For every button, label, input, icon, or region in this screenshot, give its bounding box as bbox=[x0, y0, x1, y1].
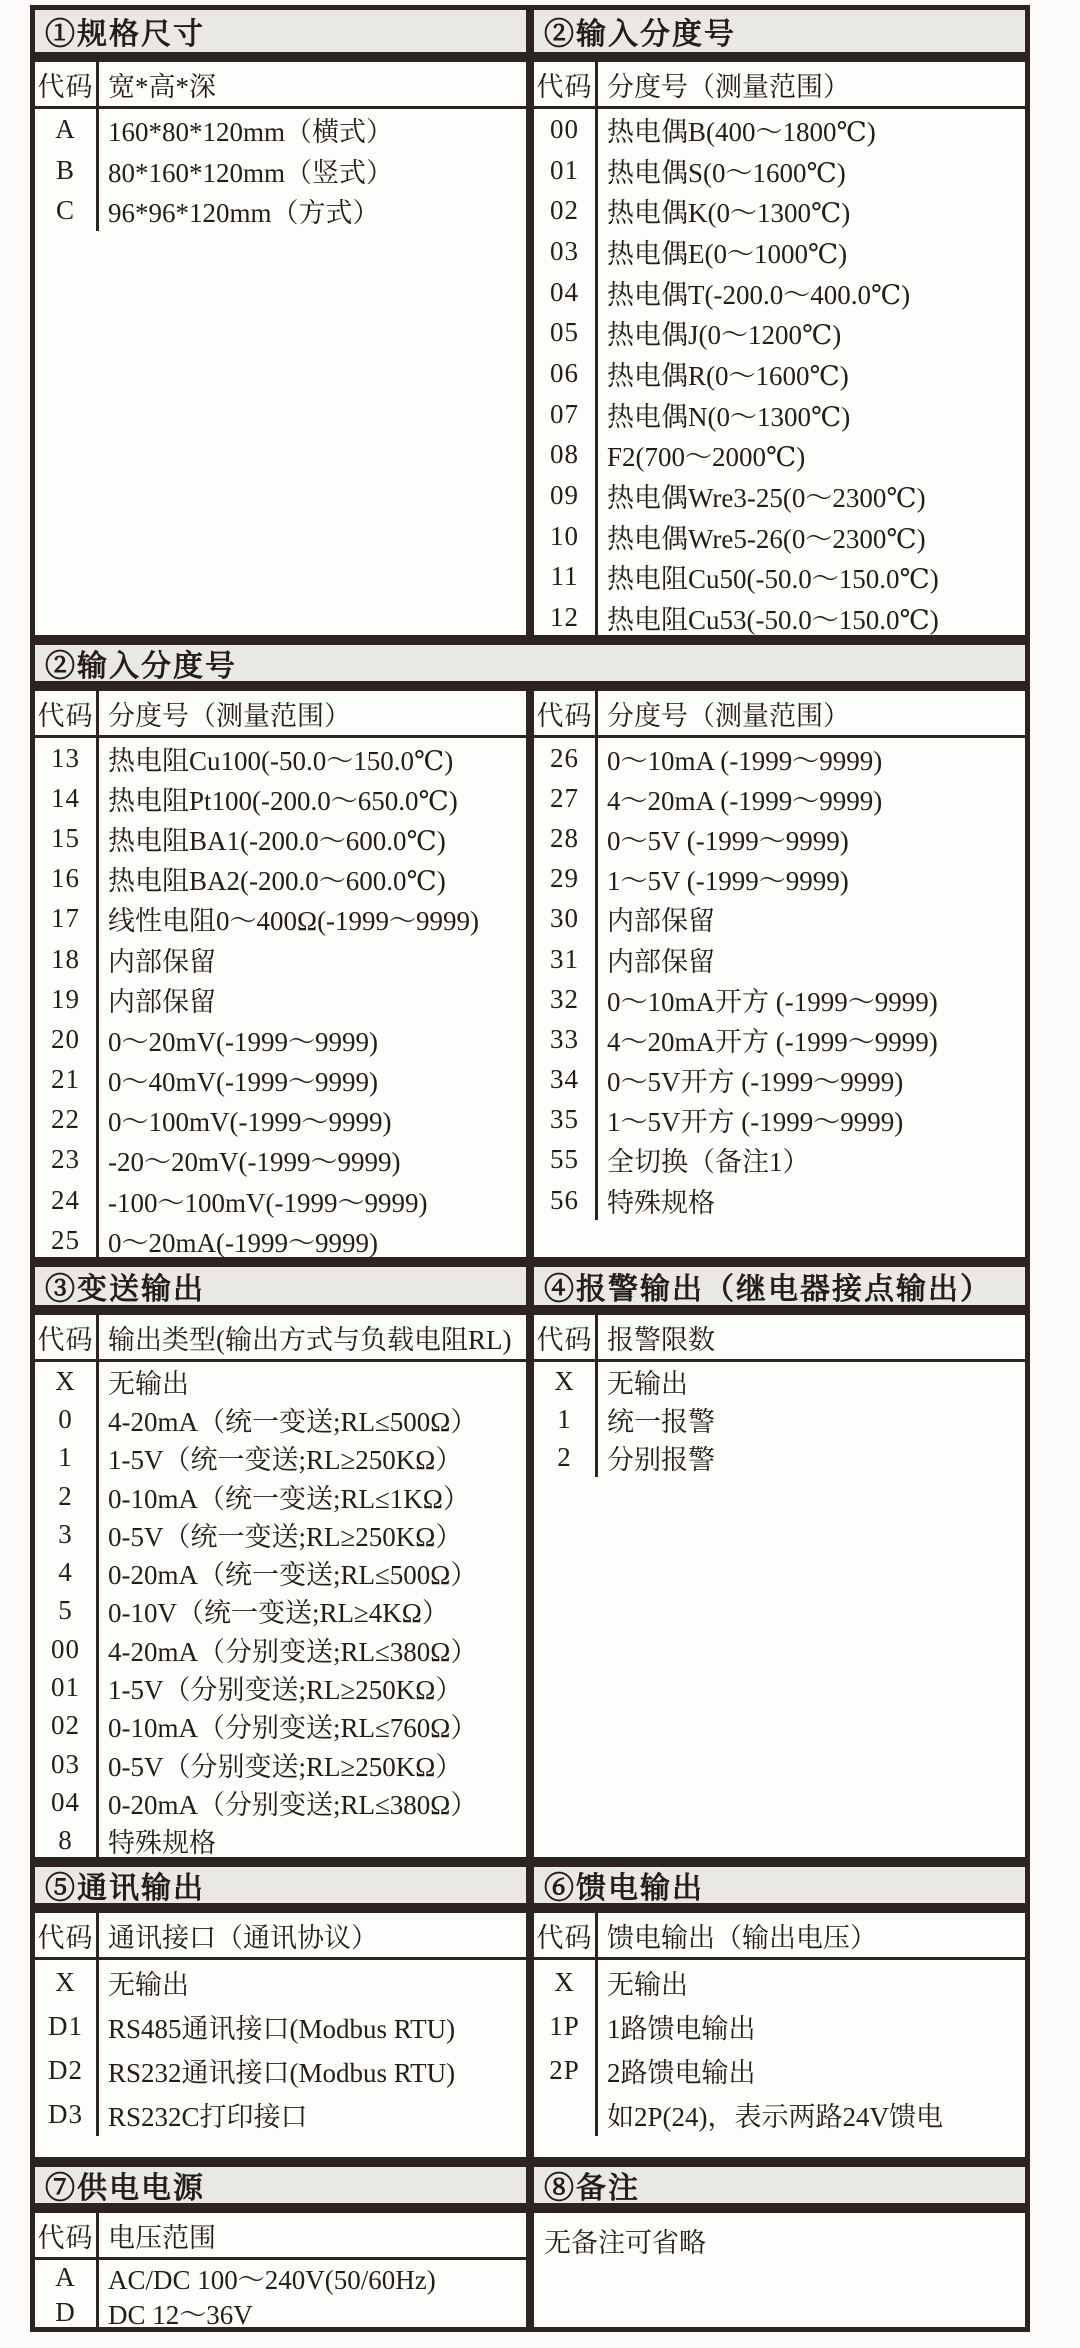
desc-cell: 线性电阻0～400Ω(-1999～9999) bbox=[108, 906, 480, 937]
desc-cell: 0-10mA（统一变送;RL≤1KΩ） bbox=[108, 1483, 470, 1514]
desc-cell: 0～5V开方 (-1999～9999) bbox=[607, 1067, 904, 1098]
code-cell: 01 bbox=[534, 150, 598, 191]
section-2-table-part1 bbox=[530, 57, 1030, 640]
desc-cell: 无输出 bbox=[108, 1969, 189, 2000]
desc-cell: 2路馈电输出 bbox=[607, 2057, 756, 2088]
code-header: 代码 bbox=[35, 1315, 99, 1359]
table-header bbox=[534, 1315, 1025, 1362]
desc-cell: 0～20mV(-1999～9999) bbox=[108, 1026, 378, 1057]
code-cell: 2P bbox=[534, 2048, 598, 2092]
desc-cell: F2(700～2000℃) bbox=[607, 442, 806, 473]
section-7-power-supply bbox=[30, 2162, 530, 2332]
code-header: 代码 bbox=[35, 691, 99, 735]
desc-cell: 统一报警 bbox=[607, 1406, 715, 1437]
desc-cell: 1～5V开方 (-1999～9999) bbox=[607, 1107, 904, 1138]
section-1-title: ①规格尺寸 bbox=[30, 5, 530, 57]
section-2b-columns bbox=[30, 686, 1030, 1262]
desc-cell: 内部保留 bbox=[108, 986, 216, 1017]
table-row bbox=[534, 2004, 1025, 2048]
table-header bbox=[534, 1913, 1025, 1960]
desc-cell: 热电阻Pt100(-200.0～650.0℃) bbox=[108, 785, 458, 816]
desc-cell: 热电阻Cu100(-50.0～150.0℃) bbox=[108, 745, 454, 776]
code-cell: 28 bbox=[534, 818, 598, 858]
desc-cell: 1～5V (-1999～9999) bbox=[607, 866, 849, 897]
table-row bbox=[534, 1140, 1025, 1180]
desc-cell: 96*96*120mm（方式） bbox=[108, 198, 380, 229]
code-cell: 02 bbox=[534, 190, 598, 231]
table-row bbox=[534, 979, 1025, 1019]
desc-cell: 热电偶K(0～1300℃) bbox=[607, 198, 851, 229]
desc-cell: 80*160*120mm（竖式） bbox=[108, 157, 394, 188]
table-row bbox=[534, 778, 1025, 818]
table-row bbox=[534, 1960, 1025, 2004]
table-header bbox=[35, 2213, 526, 2260]
desc-header: 通讯接口（通讯协议） bbox=[108, 1922, 378, 1953]
code-cell: 04 bbox=[35, 1783, 99, 1821]
table-row bbox=[534, 1400, 1025, 1438]
code-cell: 0 bbox=[35, 1400, 99, 1438]
code-cell: 4 bbox=[35, 1553, 99, 1591]
code-cell: A bbox=[35, 2260, 99, 2295]
desc-cell: 无输出 bbox=[108, 1368, 189, 1399]
section-8-remarks bbox=[530, 2162, 1030, 2332]
code-cell: 03 bbox=[35, 1745, 99, 1783]
code-cell: 14 bbox=[35, 778, 99, 818]
code-cell: 24 bbox=[35, 1180, 99, 1220]
code-cell: X bbox=[534, 1362, 598, 1400]
desc-cell: 0～100mV(-1999～9999) bbox=[108, 1107, 392, 1138]
desc-cell: 热电偶T(-200.0～400.0℃) bbox=[607, 279, 911, 310]
table-header bbox=[35, 62, 526, 109]
code-cell: 15 bbox=[35, 818, 99, 858]
code-header: 代码 bbox=[534, 1913, 598, 1957]
table-row bbox=[35, 1745, 526, 1783]
desc-cell: 热电阻BA2(-200.0～600.0℃) bbox=[108, 866, 446, 897]
code-cell: 07 bbox=[534, 394, 598, 435]
section-2-title: ②输入分度号 bbox=[530, 5, 1030, 57]
desc-cell: 特殊规格 bbox=[607, 1187, 715, 1218]
section-5-title: ⑤通讯输出 bbox=[30, 1862, 530, 1908]
section-3-table bbox=[30, 1310, 530, 1862]
note-cell: 无备注可省略 bbox=[530, 2208, 1030, 2332]
table-row bbox=[35, 2004, 526, 2048]
section-2b-title: ②输入分度号 bbox=[30, 640, 1030, 686]
desc-cell: 160*80*120mm（横式） bbox=[108, 116, 394, 147]
desc-header: 输出类型(输出方式与负载电阻RL) bbox=[108, 1324, 512, 1355]
desc-cell: 4-20mA（分别变送;RL≤380Ω） bbox=[108, 1636, 478, 1667]
desc-cell: 热电阻BA1(-200.0～600.0℃) bbox=[108, 825, 446, 856]
desc-cell: 热电偶J(0～1200℃) bbox=[607, 320, 842, 351]
code-cell: 11 bbox=[534, 557, 598, 598]
table-row bbox=[35, 738, 526, 778]
table-row bbox=[35, 1180, 526, 1220]
table-row bbox=[534, 272, 1025, 313]
code-cell: 5 bbox=[35, 1592, 99, 1630]
code-cell: B bbox=[35, 150, 99, 191]
code-cell: 2 bbox=[35, 1477, 99, 1515]
code-cell: 56 bbox=[534, 1180, 598, 1220]
code-cell: 00 bbox=[534, 109, 598, 150]
code-header: 代码 bbox=[35, 62, 99, 106]
desc-cell: 1-5V（分别变送;RL≥250KΩ） bbox=[108, 1675, 463, 1706]
code-cell: 32 bbox=[534, 979, 598, 1019]
table-row bbox=[534, 859, 1025, 899]
table-row bbox=[534, 435, 1025, 476]
desc-cell: 热电偶Wre5-26(0～2300℃) bbox=[607, 523, 926, 554]
code-cell: 27 bbox=[534, 778, 598, 818]
section-4-title: ④报警输出（继电器接点输出） bbox=[530, 1262, 1030, 1310]
desc-cell: 0-5V（统一变送;RL≥250KΩ） bbox=[108, 1521, 463, 1552]
table-row bbox=[534, 394, 1025, 435]
desc-cell: 热电偶E(0～1000℃) bbox=[607, 238, 848, 269]
table-header bbox=[35, 1315, 526, 1362]
desc-cell: -100～100mV(-1999～9999) bbox=[108, 1187, 428, 1218]
desc-cell: 分别报警 bbox=[607, 1445, 715, 1476]
table-row bbox=[534, 475, 1025, 516]
code-header: 代码 bbox=[534, 62, 598, 106]
desc-cell: 热电偶Wre3-25(0～2300℃) bbox=[607, 483, 926, 514]
table-row bbox=[35, 1592, 526, 1630]
code-cell: 30 bbox=[534, 899, 598, 939]
desc-cell: RS232通讯接口(Modbus RTU) bbox=[108, 2057, 456, 2088]
table-row bbox=[534, 516, 1025, 557]
code-cell: 1 bbox=[534, 1400, 598, 1438]
table-row bbox=[35, 1362, 526, 1400]
code-cell bbox=[534, 2092, 598, 2136]
section-1-spec-size bbox=[30, 5, 530, 640]
table-row bbox=[35, 1960, 526, 2004]
desc-cell: RS485通讯接口(Modbus RTU) bbox=[108, 2013, 456, 2044]
table-body bbox=[35, 738, 526, 1257]
desc-cell: 内部保留 bbox=[607, 946, 715, 977]
table-row bbox=[534, 190, 1025, 231]
code-cell: 02 bbox=[35, 1707, 99, 1745]
code-header: 代码 bbox=[534, 691, 598, 735]
desc-cell: 4-20mA（统一变送;RL≤500Ω） bbox=[108, 1406, 478, 1437]
table-row bbox=[35, 2092, 526, 2136]
desc-cell: 1-5V（统一变送;RL≥250KΩ） bbox=[108, 1445, 463, 1476]
table-row bbox=[35, 1140, 526, 1180]
table-row bbox=[534, 818, 1025, 858]
desc-header: 宽*高*深 bbox=[108, 71, 216, 102]
code-cell: 17 bbox=[35, 899, 99, 939]
code-cell: 19 bbox=[35, 979, 99, 1019]
table-row bbox=[534, 1060, 1025, 1100]
code-cell: 03 bbox=[534, 231, 598, 272]
desc-cell: 0～10mA开方 (-1999～9999) bbox=[607, 986, 938, 1017]
desc-cell: RS232C打印接口 bbox=[108, 2101, 308, 2132]
code-cell: 31 bbox=[534, 939, 598, 979]
table-row bbox=[534, 1362, 1025, 1400]
desc-cell: 0～10mA (-1999～9999) bbox=[607, 745, 883, 776]
table-row bbox=[35, 109, 526, 150]
desc-header: 电压范围 bbox=[108, 2222, 216, 2253]
code-cell: 01 bbox=[35, 1668, 99, 1706]
table-row bbox=[35, 939, 526, 979]
table-row bbox=[35, 1439, 526, 1477]
section-8-title: ⑧备注 bbox=[530, 2162, 1030, 2208]
desc-cell: 0-20mA（分别变送;RL≤380Ω） bbox=[108, 1789, 478, 1820]
desc-cell: DC 12～36V bbox=[108, 2300, 253, 2330]
desc-cell: 1路馈电输出 bbox=[607, 2013, 756, 2044]
code-cell: D2 bbox=[35, 2048, 99, 2092]
code-header: 代码 bbox=[35, 2213, 99, 2257]
table-row bbox=[35, 818, 526, 858]
band-transmit-and-alarm bbox=[30, 1262, 1030, 1862]
table-row bbox=[534, 939, 1025, 979]
code-cell: 23 bbox=[35, 1140, 99, 1180]
table-body bbox=[534, 738, 1025, 1257]
table-row bbox=[35, 2295, 526, 2330]
band-power-and-remarks bbox=[30, 2162, 1030, 2332]
code-header: 代码 bbox=[35, 1913, 99, 1957]
band-comm-and-feed bbox=[30, 1862, 1030, 2162]
table-row bbox=[35, 1783, 526, 1821]
table-body bbox=[35, 2260, 526, 2330]
desc-cell: 0-20mA（统一变送;RL≤500Ω） bbox=[108, 1560, 478, 1591]
table-body bbox=[534, 1362, 1025, 1857]
desc-cell: 内部保留 bbox=[607, 906, 715, 937]
table-row bbox=[534, 1019, 1025, 1059]
desc-cell: 0～5V (-1999～9999) bbox=[607, 825, 849, 856]
section-4-alarm-output bbox=[530, 1262, 1030, 1862]
table-row bbox=[35, 1515, 526, 1553]
desc-cell: AC/DC 100～240V(50/60Hz) bbox=[108, 2265, 436, 2295]
code-cell: 35 bbox=[534, 1100, 598, 1140]
table-header bbox=[35, 1913, 526, 1960]
desc-cell: 热电偶B(400～1800℃) bbox=[607, 116, 876, 147]
code-cell: 3 bbox=[35, 1515, 99, 1553]
code-cell: X bbox=[35, 1362, 99, 1400]
code-cell: X bbox=[534, 1960, 598, 2004]
table-row bbox=[35, 150, 526, 191]
table-row bbox=[534, 353, 1025, 394]
desc-cell: 全切换（备注1） bbox=[607, 1147, 810, 1178]
table-row bbox=[534, 597, 1025, 638]
table-row bbox=[35, 1060, 526, 1100]
code-header: 代码 bbox=[534, 1315, 598, 1359]
desc-cell: 热电阻Cu53(-50.0～150.0℃) bbox=[607, 605, 939, 636]
table-row bbox=[534, 1100, 1025, 1140]
section-2b-table-left bbox=[30, 686, 530, 1262]
table-row bbox=[35, 1400, 526, 1438]
code-cell: 20 bbox=[35, 1019, 99, 1059]
desc-cell: 无输出 bbox=[607, 1969, 688, 2000]
desc-cell: 如2P(24)，表示两路24V馈电 bbox=[607, 2101, 943, 2132]
table-row bbox=[534, 738, 1025, 778]
desc-header: 分度号（测量范围） bbox=[607, 700, 850, 731]
table-row bbox=[534, 899, 1025, 939]
code-cell: 34 bbox=[534, 1060, 598, 1100]
table-row bbox=[35, 1822, 526, 1860]
code-cell: 04 bbox=[534, 272, 598, 313]
section-6-table bbox=[530, 1908, 1030, 2162]
desc-cell: 无输出 bbox=[607, 1368, 688, 1399]
band-input-continued bbox=[30, 640, 1030, 1262]
table-body bbox=[534, 109, 1025, 635]
table-row bbox=[35, 1220, 526, 1260]
code-cell: 00 bbox=[35, 1630, 99, 1668]
code-cell: 26 bbox=[534, 738, 598, 778]
desc-header: 分度号（测量范围） bbox=[607, 71, 850, 102]
table-row bbox=[35, 1100, 526, 1140]
code-cell: 08 bbox=[534, 435, 598, 476]
desc-cell: 热电偶N(0～1300℃) bbox=[607, 401, 851, 432]
code-cell: 21 bbox=[35, 1060, 99, 1100]
desc-cell: 4～20mA (-1999～9999) bbox=[607, 785, 883, 816]
table-row bbox=[35, 2048, 526, 2092]
code-cell: 09 bbox=[534, 475, 598, 516]
table-row bbox=[534, 2048, 1025, 2092]
table-row bbox=[35, 1477, 526, 1515]
desc-cell: 热电偶S(0～1600℃) bbox=[607, 157, 846, 188]
desc-cell: 热电阻Cu50(-50.0～150.0℃) bbox=[607, 564, 939, 595]
section-3-title: ③变送输出 bbox=[30, 1262, 530, 1310]
desc-cell: 0-10mA（分别变送;RL≤760Ω） bbox=[108, 1713, 478, 1744]
table-header bbox=[35, 691, 526, 738]
table-body bbox=[35, 1362, 526, 1857]
section-3-transmit-output bbox=[30, 1262, 530, 1862]
table-row bbox=[35, 190, 526, 231]
section-5-table bbox=[30, 1908, 530, 2162]
code-cell: X bbox=[35, 1960, 99, 2004]
desc-cell: 特殊规格 bbox=[108, 1828, 216, 1859]
table-row bbox=[534, 1180, 1025, 1220]
section-7-title: ⑦供电电源 bbox=[30, 2162, 530, 2208]
section-1-table bbox=[30, 57, 530, 640]
code-cell: 22 bbox=[35, 1100, 99, 1140]
code-cell: 05 bbox=[534, 312, 598, 353]
section-2b-table-right bbox=[530, 686, 1030, 1262]
desc-header: 报警限数 bbox=[607, 1324, 715, 1355]
table-row bbox=[35, 2260, 526, 2295]
code-cell: 18 bbox=[35, 939, 99, 979]
code-cell: 1 bbox=[35, 1439, 99, 1477]
table-row bbox=[35, 899, 526, 939]
desc-cell: 0-10V（统一变送;RL≥4KΩ） bbox=[108, 1598, 449, 1629]
code-cell: 10 bbox=[534, 516, 598, 557]
table-header bbox=[534, 691, 1025, 738]
section-2b-left bbox=[30, 686, 530, 1262]
code-cell: 29 bbox=[534, 859, 598, 899]
code-cell: C bbox=[35, 190, 99, 231]
section-6-title: ⑥馈电输出 bbox=[530, 1862, 1030, 1908]
code-cell: A bbox=[35, 109, 99, 150]
section-2-input-part1 bbox=[530, 5, 1030, 640]
code-cell: D bbox=[35, 2295, 99, 2330]
desc-cell: 0～20mA(-1999～9999) bbox=[108, 1227, 378, 1258]
code-cell: 06 bbox=[534, 353, 598, 394]
code-cell: 8 bbox=[35, 1822, 99, 1860]
table-row bbox=[35, 859, 526, 899]
code-cell: 13 bbox=[35, 738, 99, 778]
table-row bbox=[534, 557, 1025, 598]
desc-cell: 内部保留 bbox=[108, 946, 216, 977]
code-cell: D3 bbox=[35, 2092, 99, 2136]
table-row bbox=[534, 2092, 1025, 2136]
table-row bbox=[35, 1707, 526, 1745]
section-5-comm-output bbox=[30, 1862, 530, 2162]
code-cell: 12 bbox=[534, 597, 598, 638]
desc-cell: 4～20mA开方 (-1999～9999) bbox=[607, 1026, 938, 1057]
table-row bbox=[35, 1630, 526, 1668]
table-body bbox=[534, 1960, 1025, 2157]
table-row bbox=[35, 778, 526, 818]
desc-cell: 0-5V（分别变送;RL≥250KΩ） bbox=[108, 1751, 463, 1782]
section-7-table bbox=[30, 2208, 530, 2332]
table-row bbox=[534, 1439, 1025, 1477]
section-6-feed-output bbox=[530, 1862, 1030, 2162]
table-header bbox=[534, 62, 1025, 109]
code-cell: 25 bbox=[35, 1220, 99, 1260]
table-row bbox=[35, 1668, 526, 1706]
desc-cell: 热电偶R(0～1600℃) bbox=[607, 360, 849, 391]
desc-header: 分度号（测量范围） bbox=[108, 700, 351, 731]
code-cell: 1P bbox=[534, 2004, 598, 2048]
desc-cell: 0～40mV(-1999～9999) bbox=[108, 1067, 378, 1098]
table-body bbox=[35, 1960, 526, 2157]
table-row bbox=[35, 979, 526, 1019]
code-cell: 2 bbox=[534, 1439, 598, 1477]
table-row bbox=[534, 312, 1025, 353]
code-cell: 33 bbox=[534, 1019, 598, 1059]
section-4-table bbox=[530, 1310, 1030, 1862]
table-row bbox=[35, 1019, 526, 1059]
section-2b-right bbox=[530, 686, 1030, 1262]
table-row bbox=[35, 1553, 526, 1591]
table-body bbox=[35, 109, 526, 635]
desc-header: 馈电输出（输出电压） bbox=[607, 1922, 877, 1953]
code-cell: 16 bbox=[35, 859, 99, 899]
desc-cell: -20～20mV(-1999～9999) bbox=[108, 1147, 401, 1178]
table-row bbox=[534, 231, 1025, 272]
code-cell: D1 bbox=[35, 2004, 99, 2048]
table-row bbox=[534, 150, 1025, 191]
table-row bbox=[534, 109, 1025, 150]
band-size-and-input bbox=[30, 5, 1030, 640]
code-cell: 55 bbox=[534, 1140, 598, 1180]
